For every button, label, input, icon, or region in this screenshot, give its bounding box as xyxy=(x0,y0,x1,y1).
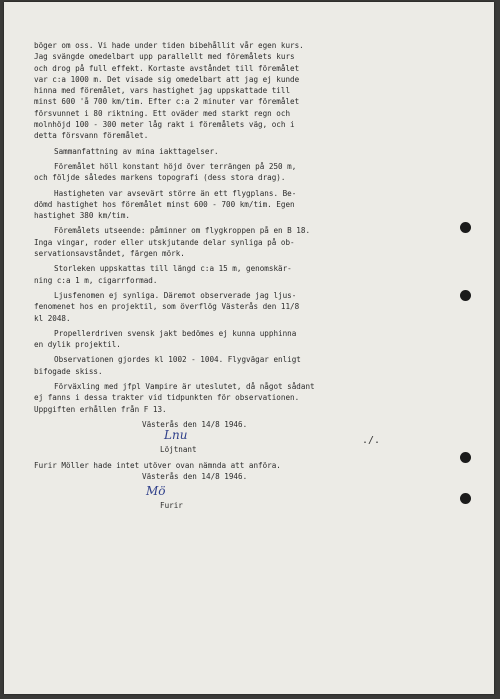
handwritten-signature: Lnu xyxy=(164,428,188,443)
paragraph xyxy=(34,354,444,377)
text-line: Föremålet höll konstant höjd över terrängen på 250 m, xyxy=(54,161,297,171)
text-line: molnhöjd 100 - 300 meter låg rakt i föremålets väg, och i xyxy=(34,120,295,130)
text-line: Ljusfenomen ej synliga. Däremot observerade jag ljus- xyxy=(54,290,297,300)
text-line: och drog på full effekt. Kortaste avståndet till föremålet xyxy=(34,63,300,73)
text-line: bifogade skiss. xyxy=(34,366,103,376)
text-line: dömd hastighet hos föremålet minst 600 - 700 km/tim. Egen xyxy=(34,199,295,209)
text-line: Sammanfattning av mina iakttagelser. xyxy=(54,146,219,156)
text-line: hinna med föremålet, vars hastighet jag uppskattade till xyxy=(34,86,291,96)
text-line: Förväxling med jfpl Vampire är uteslutet, då något sådant xyxy=(54,382,315,392)
paragraph xyxy=(34,290,444,324)
text-line: Uppgiften erhållen från F 13. xyxy=(34,404,167,414)
document-page xyxy=(4,2,494,694)
text-line: detta försvann föremålet. xyxy=(34,131,149,141)
signature-block-furir xyxy=(34,471,444,512)
text-line: hastighet 380 km/tim. xyxy=(34,211,131,221)
text-line: Föremålets utseende: påminner om flygkroppen på en B 18. xyxy=(54,226,311,236)
paragraph xyxy=(34,225,444,259)
text-line: Storleken uppskattas till längd c:a 15 m, genomskär- xyxy=(54,264,292,274)
text-line: fenomenet hos en projektil, som överflög Västerås den 11/8 xyxy=(34,302,300,312)
text-line: Inga vingar, roder eller utskjutande delar synliga på ob- xyxy=(34,237,295,247)
text-line: försvunnet i 80 riktning. Ett oväder med starkt regn och xyxy=(34,108,291,118)
text-line: minst 600 'å 700 km/tim. Efter c:a 2 minuter var föremålet xyxy=(34,97,300,107)
text-line: var c:a 1000 m. Det visade sig omedelbart att jag ej kunde xyxy=(34,74,300,84)
paragraph xyxy=(34,328,444,351)
place-date: Västerås den 14/8 1946. xyxy=(142,419,248,429)
punch-hole-3 xyxy=(460,452,471,463)
signature-block-lieutenant xyxy=(34,419,444,456)
furir-statement: Furir Möller hade intet utöver ovan nämnda att anföra. xyxy=(34,460,281,470)
signature-title: Löjtnant xyxy=(160,445,197,455)
text-line: böger om oss. Vi hade under tiden bibehållit vår egen kurs. xyxy=(34,41,304,50)
margin-mark: ./. xyxy=(362,435,381,446)
paragraph xyxy=(34,161,444,184)
text-line: servationsavståndet, färgen mörk. xyxy=(34,249,185,259)
text-line: en dylik projektil. xyxy=(34,340,121,350)
punch-hole-4 xyxy=(460,493,471,504)
place-date: Västerås den 14/8 1946. xyxy=(142,471,248,481)
signature-title: Furir xyxy=(160,501,183,511)
text-line: Propellerdriven svensk jakt bedömes ej kunna upphinna xyxy=(54,328,297,338)
text-line: Jag svängde omedelbart upp parallellt med föremålets kurs xyxy=(34,52,295,62)
document-body xyxy=(34,40,444,511)
text-line: Hastigheten var avsevärt större än ett flygplans. Be- xyxy=(54,188,297,198)
paragraph xyxy=(34,40,444,142)
paragraph xyxy=(34,146,444,157)
text-line: ej fanns i dessa trakter vid tidpunkten för observationen. xyxy=(34,393,300,403)
text-line: och följde således markens topografi (dess stora drag). xyxy=(34,173,286,183)
paragraph xyxy=(34,188,444,222)
punch-hole-2 xyxy=(460,290,471,301)
text-line: ning c:a 1 m, cigarrformad. xyxy=(34,275,158,285)
punch-hole-1 xyxy=(460,222,471,233)
paragraph xyxy=(34,263,444,286)
handwritten-signature: Mö xyxy=(146,484,166,499)
text-line: Observationen gjordes kl 1002 - 1004. Flygvägar enligt xyxy=(54,355,301,365)
text-line: kl 2048. xyxy=(34,313,71,323)
paragraph xyxy=(34,381,444,415)
